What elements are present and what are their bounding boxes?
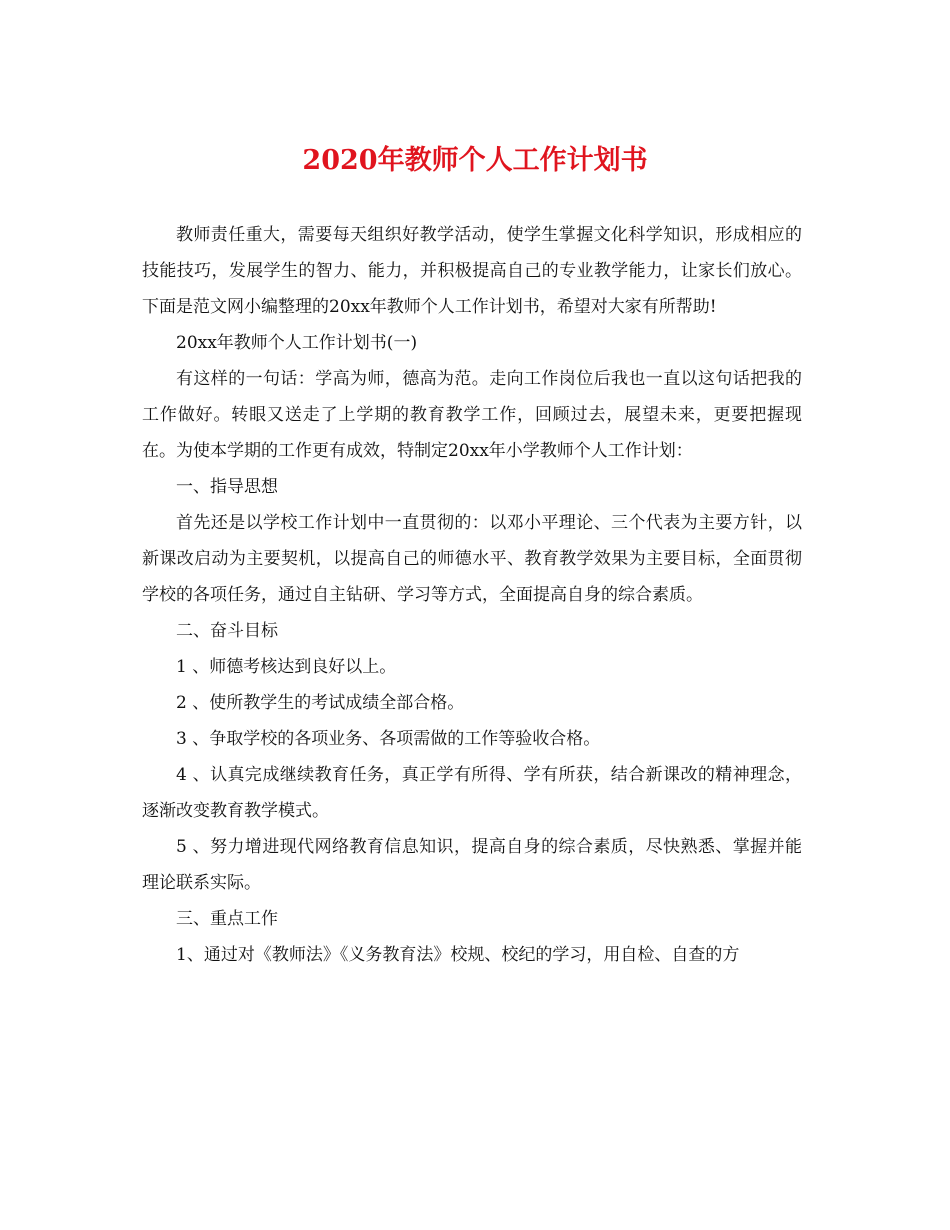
document-body: [142, 217, 802, 973]
key-work-item-1: 1、通过对《教师法》《义务教育法》校规、校纪的学习，用自检、自查的方: [176, 945, 740, 965]
paragraph-guiding-ideology: 首先还是以学校工作计划中一直贯彻的：以邓小平理论、三个代表为主要方针，以新课改启动为主要契机，以提高自己的师德水平、教育教学效果为主要目标，全面贯彻学校的各项任务，通过自主钻研、学习等方式，全面提高自身的综合素质。: [142, 513, 802, 605]
section-heading-key-work: 三、重点工作: [176, 909, 278, 929]
section-heading-guiding-ideology: 一、指导思想: [176, 477, 278, 497]
goal-item-4: 4 、认真完成继续教育任务，真正学有所得、学有所获，结合新课改的精神理念，逐渐改变教育教学模式。: [142, 765, 802, 821]
goal-item-3: 3 、争取学校的各项业务、各项需做的工作等验收合格。: [176, 729, 601, 749]
goal-item-1: 1 、师德考核达到良好以上。: [176, 657, 397, 677]
goal-item-5: 5 、努力增进现代网络教育信息知识，提高自身的综合素质，尽快熟悉、掌握并能理论联系实际。: [142, 837, 802, 893]
section-heading-plan-one: 20xx年教师个人工作计划书(一): [176, 333, 418, 353]
section-heading-goals: 二、奋斗目标: [176, 621, 278, 641]
goal-item-2: 2 、使所教学生的考试成绩全部合格。: [176, 693, 465, 713]
paragraph-intro: 教师责任重大，需要每天组织好教学活动，使学生掌握文化科学知识，形成相应的技能技巧，发展学生的智力、能力，并积极提高自己的专业教学能力，让家长们放心。下面是范文网小编整理的20xx年教师个人工作计划书，希望对大家有所帮助!: [142, 225, 802, 317]
paragraph-preface: 有这样的一句话：学高为师，德高为范。走向工作岗位后我也一直以这句话把我的工作做好。转眼又送走了上学期的教育教学工作，回顾过去，展望未来，更要把握现在。为使本学期的工作更有成效，特制定20xx年小学教师个人工作计划：: [142, 369, 802, 461]
document-title: 2020年教师个人工作计划书: [302, 145, 648, 176]
